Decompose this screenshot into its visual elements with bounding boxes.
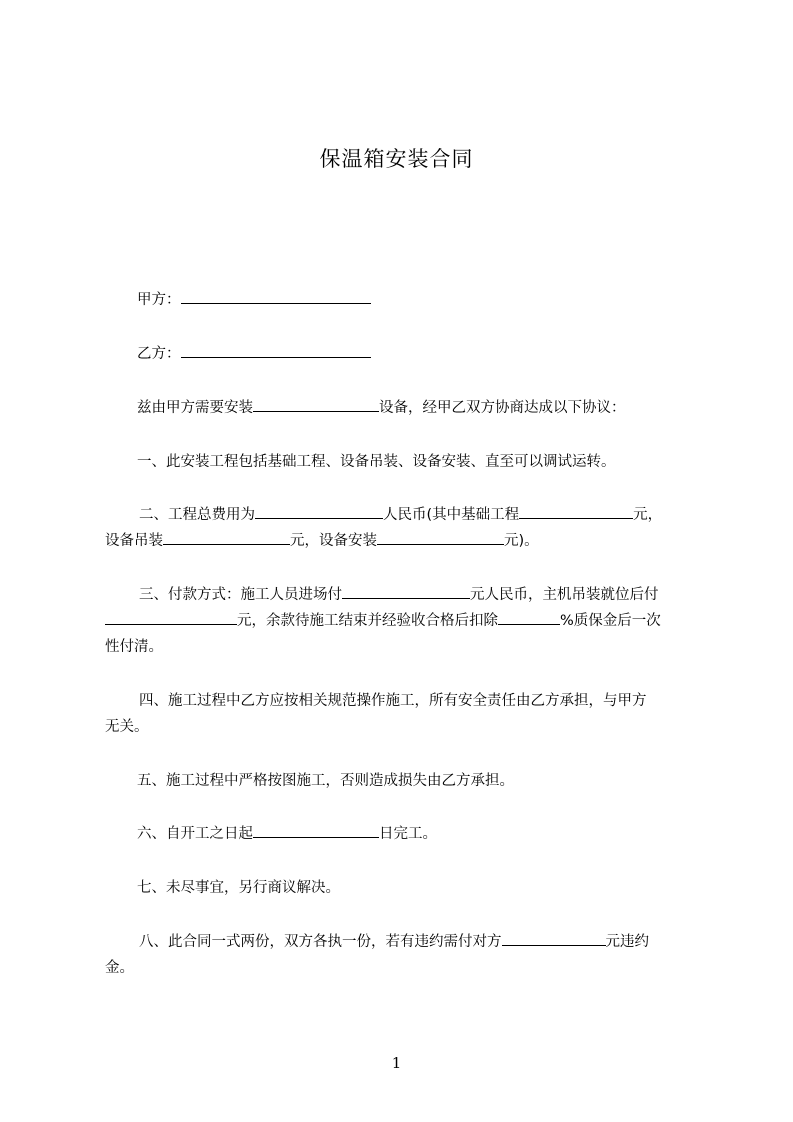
party-b-label: 乙方： <box>137 346 181 362</box>
clause-3-text-c: 元，余款待施工结束并经验收合格后扣除 <box>237 613 498 629</box>
party-a-blank[interactable] <box>181 288 371 304</box>
clause-8-line-1 <box>139 929 739 955</box>
clause-2-line-2 <box>105 528 705 554</box>
clause-2-text-a: 二、工程总费用为 <box>139 507 255 523</box>
clause-3-text-b: 元人民币，主机吊装就位后付 <box>470 587 659 603</box>
clause-4-line-2 <box>105 714 705 740</box>
entry-payment-blank[interactable] <box>342 583 470 599</box>
hoisting-payment-blank[interactable] <box>105 609 237 625</box>
clause-4-text-b: 无关。 <box>105 719 149 735</box>
clause-2-text-c: 元， <box>633 507 663 523</box>
clause-1 <box>137 449 737 475</box>
intro-text-a: 兹由甲方需要安装 <box>137 400 253 416</box>
completion-days-blank[interactable] <box>253 822 379 838</box>
clause-6-text-b: 日完工。 <box>379 826 437 842</box>
clause-3-line-1 <box>139 582 739 608</box>
clause-6-text-a: 六、自开工之日起 <box>137 826 253 842</box>
clause-3-line-2 <box>105 608 705 634</box>
clause-8-text-b: 元违约 <box>605 934 649 950</box>
clause-2-text-b: 人民币(其中基础工程 <box>383 507 520 523</box>
party-b-blank[interactable] <box>181 342 371 358</box>
clause-2-line-1 <box>139 502 739 528</box>
clause-4-text-a: 四、施工过程中乙方应按相关规范操作施工，所有安全责任由乙方承担，与甲方 <box>139 693 647 709</box>
installation-cost-blank[interactable] <box>377 529 504 545</box>
clause-6 <box>137 821 737 847</box>
intro-text-b: 设备，经甲乙双方协商达成以下协议： <box>379 400 626 416</box>
clause-2-text-d: 设备吊装 <box>105 533 163 549</box>
hoisting-cost-blank[interactable] <box>163 529 290 545</box>
penalty-amount-blank[interactable] <box>502 930 606 946</box>
total-cost-blank[interactable] <box>255 503 383 519</box>
clause-2-text-e: 元，设备安装 <box>290 533 377 549</box>
party-a-label: 甲方： <box>137 292 181 308</box>
party-a-line <box>137 287 737 313</box>
clause-3-line-3 <box>105 634 705 660</box>
clause-5 <box>137 768 737 794</box>
foundation-cost-blank[interactable] <box>519 503 633 519</box>
clause-2-text-f: 元)。 <box>504 533 539 549</box>
clause-1-text: 一、此安装工程包括基础工程、设备吊装、设备安装、直至可以调试运转。 <box>137 454 616 470</box>
clause-5-text: 五、施工过程中严格按图施工，否则造成损失由乙方承担。 <box>137 773 514 789</box>
clause-7-text: 七、未尽事宜，另行商议解决。 <box>137 880 340 896</box>
party-b-line <box>137 341 737 367</box>
equipment-blank[interactable] <box>253 396 379 412</box>
intro-paragraph <box>137 395 737 421</box>
page-number: 1 <box>391 1054 402 1072</box>
contract-title: 保温箱安装合同 <box>319 147 474 171</box>
clause-3-text-a: 三、付款方式：施工人员进场付 <box>139 587 342 603</box>
clause-8-line-2 <box>105 955 705 981</box>
clause-8-text-c: 金。 <box>105 960 134 976</box>
clause-3-text-d: %质保金后一次 <box>560 613 661 629</box>
clause-4-line-1 <box>139 688 739 714</box>
clause-7 <box>137 875 737 901</box>
clause-3-text-e: 性付清。 <box>105 639 163 655</box>
warranty-percent-blank[interactable] <box>498 609 560 625</box>
clause-8-text-a: 八、此合同一式两份，双方各执一份，若有违约需付对方 <box>139 934 502 950</box>
